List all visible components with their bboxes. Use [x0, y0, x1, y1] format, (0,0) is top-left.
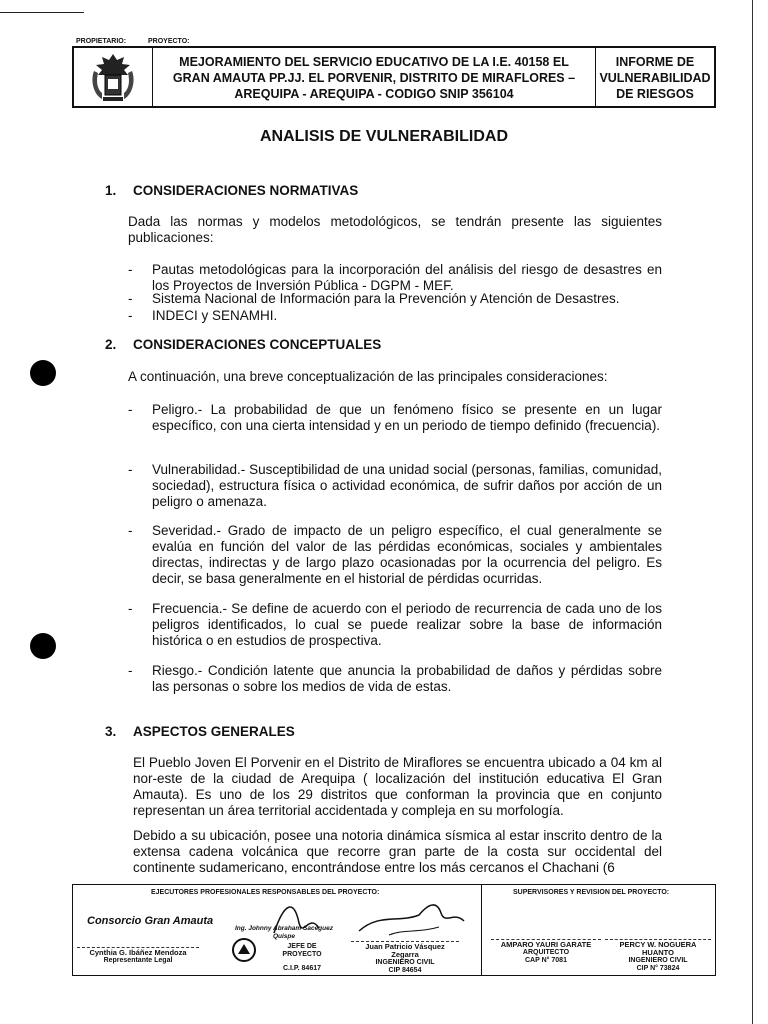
project-label: PROYECTO: [148, 38, 190, 45]
section-1-number: 1. [105, 183, 117, 198]
signer-reg: CIP 84654 [388, 967, 422, 974]
punch-hole-bottom [30, 633, 56, 659]
footer-divider [481, 885, 482, 975]
header-labels [76, 38, 210, 45]
signer-role: JEFE DE PROYECTO [282, 943, 322, 958]
section-3-number: 3. [105, 724, 117, 739]
list-item: - Severidad.- Grado de impacto de un peligro específico, el cual generalmente se evalúa en función del valor de las pérdidas económicas, sociales y ambientales directas, indirectas y de largo plazo ocasionadas por la ocurrencia del peligro. Es decir, se basa generalmente en el historial de pérdidas ocurridas. [128, 523, 662, 586]
signer-name: PERCY W. NOGUERA HUANTO [605, 939, 711, 957]
list-item: - Frecuencia.- Se define de acuerdo con el periodo de recurrencia de cada uno de los peligros identificados, lo cual se puede realizar sobre la base de información histórica o en estudios de prospectiva. [128, 601, 662, 648]
punch-hole-top [30, 360, 56, 386]
section-2-heading [105, 337, 381, 352]
section-1-intro: Dada las normas y modelos metodológicos, se tendrán presente las siguientes publicaciones: [128, 214, 662, 245]
list-item-text: INDECI y SENAMHI. [152, 308, 278, 323]
company-stamp: Consorcio Gran Amauta [87, 915, 214, 927]
section-1-title: CONSIDERACIONES NORMATIVAS [133, 183, 359, 198]
section-3-paragraph-2: Debido a su ubicación, posee una notoria dinámica sísmica al estar inscrito dentro de la extensa cadena volcánica que recorre gran parte de la costa sur occidental del continente sudamericano, encontrándose entre los más cercanos el Chachani (6 [133, 828, 662, 875]
signer-name: AMPARO YAURI GARATE [491, 939, 601, 949]
list-item: - INDECI y SENAMHI. [128, 308, 662, 324]
signature-footer [72, 884, 716, 976]
signer-name: Juan Patricio Vásquez Zegarra [351, 941, 459, 959]
page-title: ANALISIS DE VULNERABILIDAD [259, 128, 508, 145]
owner-label: PROPIETARIO: [76, 38, 127, 45]
list-item: - Vulnerabilidad.- Susceptibilidad de una unidad social (personas, familias, comunidad, sociedad), estructura física o actividad económica, de sufrir daños por acción de un peligro o amenaza. [128, 462, 662, 509]
list-item-text: Severidad.- Grado de impacto de un peligro específico, el cual generalmente se evalúa en función del valor de las pérdidas económicas, sociales y ambientales directas, indirectas y de largo plazo ocasionadas por la ocurrencia del peligro. Es decir, se basa generalmente en el historial de pérdidas ocurridas. [152, 523, 662, 586]
list-item: - Pautas metodológicas para la incorporación del análisis del riesgo de desastres en los Proyectos de Inversión Pública - DGPM - MEF. [128, 262, 662, 293]
project-title: MEJORAMIENTO DEL SERVICIO EDUCATIVO DE LA I.E. 40158 EL GRAN AMAUTA PP.JJ. EL PORVENIR, DISTRITO DE MIRAFLORES – AREQUIPA - AREQUIPA - CODIGO SNIP 356104 [153, 48, 596, 106]
seal-icon [231, 937, 257, 968]
signer-reg: CAP N° 7081 [525, 957, 567, 964]
signer-name: Cynthia G. Ibáñez Mendoza [77, 947, 199, 957]
list-item: - Peligro.- La probabilidad de que un fenómeno físico se presente en un lugar específico, con una cierta intensidad y en un periodo de tiempo definido (frecuencia). [128, 402, 662, 433]
signer-5 [605, 939, 711, 973]
crest-icon [74, 48, 153, 106]
signer-role: ARQUITECTO [522, 949, 570, 956]
list-item-text: Pautas metodológicas para la incorporación del análisis del riesgo de desastres en los Proyectos de Inversión Pública - DGPM - MEF. [152, 262, 662, 293]
signer-2-name: Ing. Johnny Abraham Saceguez Quispe [234, 925, 333, 940]
signer-role: INGENIERO CIVIL [628, 957, 688, 964]
section-3-paragraph-1: El Pueblo Joven El Porvenir en el Distrito de Miraflores se encuentra ubicado a 04 km al nor-este de la ciudad de Arequipa ( localización del institución educativa El Gran Amauta). Es uno de los 29 distritos que conforman la provincia que en conjunto representan un área territorial accidentada y compleja en su morfología. [133, 755, 662, 818]
list-item-text: Frecuencia.- Se define de acuerdo con el periodo de recurrencia de cada uno de los peligros identificados, lo cual se puede realizar sobre la base de información histórica o en estudios de prospectiva. [152, 601, 662, 648]
signer-role: INGENIERO CIVIL [375, 959, 435, 966]
section-3-title: ASPECTOS GENERALES [133, 724, 295, 739]
section-3-heading [105, 724, 295, 739]
footer-right-header: SUPERVISORES Y REVISION DEL PROYECTO: [513, 889, 670, 896]
header-box [72, 46, 716, 108]
signer-role: Representante Legal [103, 957, 173, 964]
section-2-number: 2. [105, 337, 117, 352]
report-title: INFORME DE VULNERABILIDAD DE RIESGOS [599, 55, 711, 101]
footer-left-header: EJECUTORES PROFESIONALES RESPONSABLES DEL PROYECTO: [151, 889, 380, 896]
section-2-intro: A continuación, una breve conceptualización de las principales consideraciones: [128, 369, 608, 384]
list-item-text: Sistema Nacional de Información para la Prevención y Atención de Desastres. [152, 291, 620, 306]
list-item-text: Riesgo.- Condición latente que anuncia la probabilidad de daños y pérdidas sobre las personas o sobre los medios de vida de estas. [152, 663, 662, 694]
list-item-text: Vulnerabilidad.- Susceptibilidad de una unidad social (personas, familias, comunidad, sociedad), estructura física o actividad económica, de sufrir daños por acción de un peligro o amenaza. [152, 462, 662, 509]
section-1-heading [105, 183, 358, 198]
list-item: - Riesgo.- Condición latente que anuncia la probabilidad de daños y pérdidas sobre las personas o sobre los medios de vida de estas. [128, 663, 662, 694]
signer-1 [77, 947, 199, 965]
top-rule [0, 12, 84, 13]
page-edge [752, 0, 753, 1024]
list-item: - Sistema Nacional de Información para la Prevención y Atención de Desastres. [128, 291, 662, 307]
section-2-title: CONSIDERACIONES CONCEPTUALES [133, 337, 382, 352]
signer-reg: C.I.P. 84617 [282, 965, 321, 972]
signer-4 [491, 939, 601, 965]
signer-reg: CIP N° 73824 [636, 965, 680, 972]
signer-3 [351, 941, 459, 975]
list-item-text: Peligro.- La probabilidad de que un fenómeno físico se presente en un lugar específico, con una cierta intensidad y en un periodo de tiempo definido (frecuencia). [152, 402, 662, 433]
